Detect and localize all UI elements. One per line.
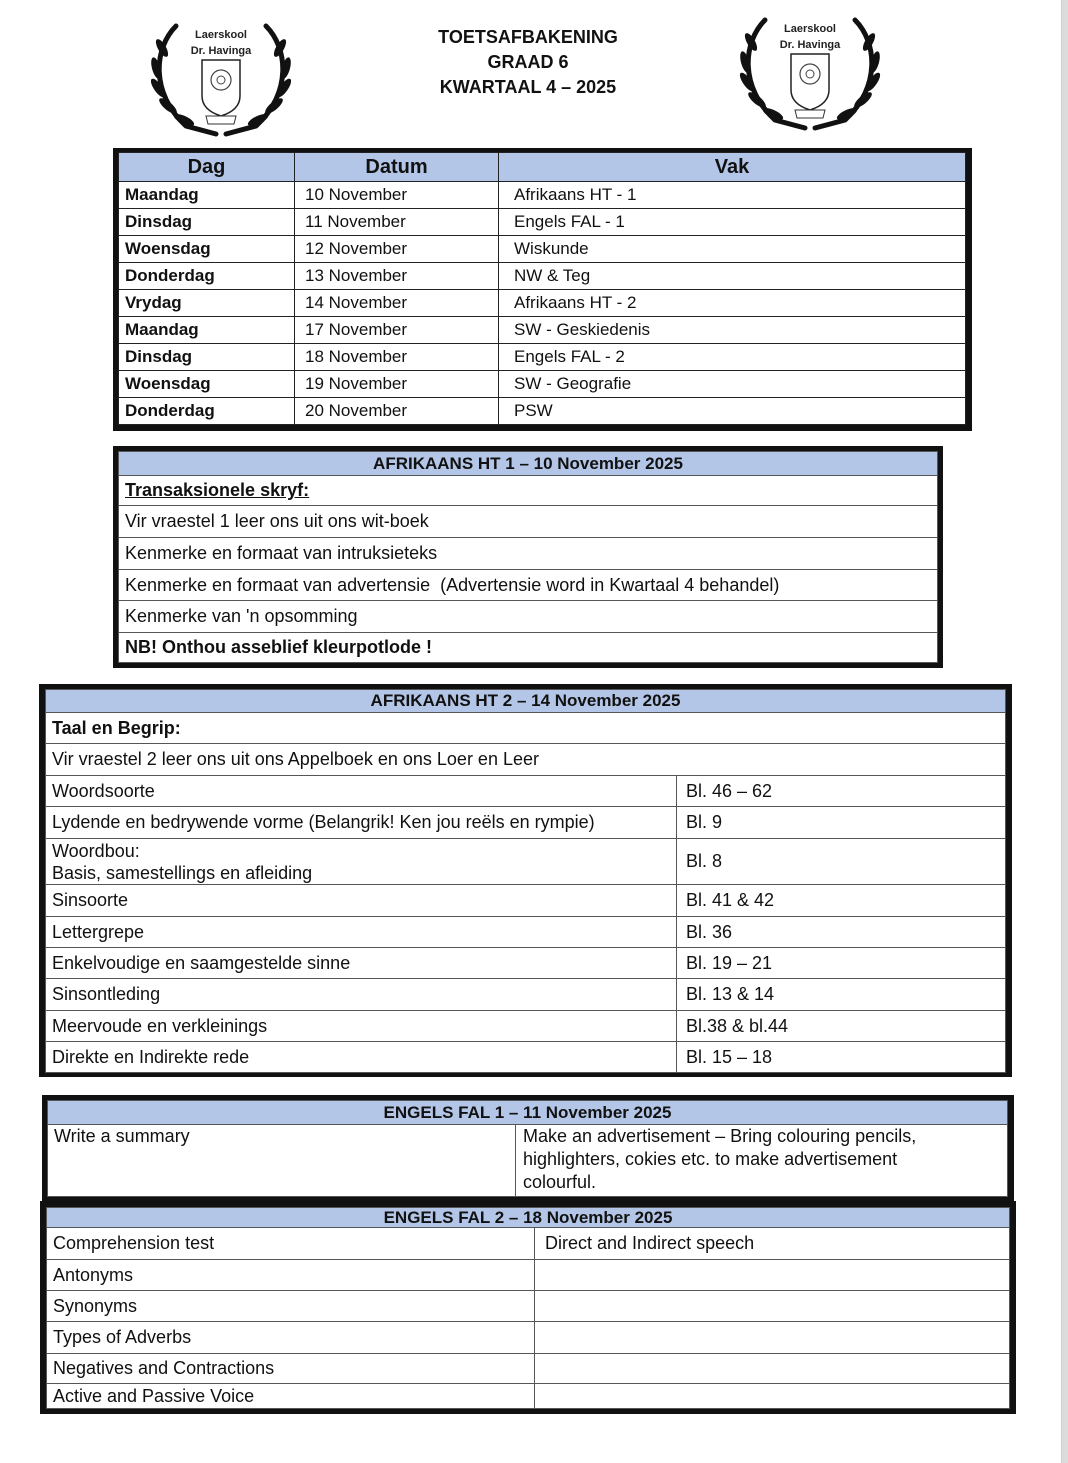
day-cell: Maandag [119,317,295,344]
topic-cell: Meervoude en verkleinings [46,1011,677,1042]
page-cell: Bl. 36 [677,917,1006,948]
table-row [119,371,966,398]
day-cell: Woensdag [119,236,295,263]
table-row [46,917,1006,948]
table-row [46,979,1006,1011]
date-cell: 20 November [295,398,499,425]
table-row [46,1042,1006,1073]
afr1-table [118,451,938,663]
school-logo-left [146,18,296,143]
table-row [47,1354,1010,1384]
topic-cell: Sinsontleding [46,979,677,1011]
eng2-right-cell [535,1322,1010,1354]
table-row [119,601,938,633]
table-row [119,538,938,570]
table-row [119,317,966,344]
topic-cell: Direkte en Indirekte rede [46,1042,677,1073]
eng2-left-cell: Negatives and Contractions [47,1354,535,1384]
table-row [119,263,966,290]
topic-cell [46,839,677,885]
day-cell: Maandag [119,182,295,209]
eng2-header-row [47,1208,1010,1228]
subject-cell: Wiskunde [499,236,966,263]
afr1-item: Kenmerke en formaat van advertensie (Advertensie word in Kwartaal 4 behandel) [119,570,938,601]
eng2-table [46,1207,1010,1409]
eng1-title: ENGELS FAL 1 – 11 November 2025 [48,1101,1008,1125]
afr1-item: Kenmerke en formaat van intruksieteks [119,538,938,570]
table-row [119,506,938,538]
logo-name-line2: Dr. Havinga [190,45,252,57]
table-row [119,182,966,209]
date-cell: 17 November [295,317,499,344]
afr1-note: NB! Onthou asseblief kleurpotlode ! [119,633,938,663]
table-row [47,1291,1010,1322]
col-vak: Vak [499,153,966,182]
day-cell: Donderdag [119,263,295,290]
page-cell: Bl. 15 – 18 [677,1042,1006,1073]
subject-cell: PSW [499,398,966,425]
date-cell: 14 November [295,290,499,317]
school-logo-right [735,12,885,137]
page-cell: Bl. 9 [677,807,1006,839]
subject-cell: Engels FAL - 1 [499,209,966,236]
table-row [48,1125,1008,1197]
table-row [46,744,1006,776]
col-dag: Dag [119,153,295,182]
eng2-right-cell [535,1260,1010,1291]
afr2-intro: Vir vraestel 2 leer ons uit ons Appelboek en ons Loer en Leer [46,744,1006,776]
eng2-right-cell [535,1384,1010,1409]
page-cell: Bl.38 & bl.44 [677,1011,1006,1042]
afr2-heading: Taal en Begrip: [46,713,1006,744]
table-row [47,1228,1010,1260]
table-row [46,839,1006,885]
date-cell: 13 November [295,263,499,290]
table-row [119,476,938,506]
day-cell: Woensdag [119,371,295,398]
subject-cell: SW - Geskiedenis [499,317,966,344]
table-row [46,807,1006,839]
table-row [47,1384,1010,1409]
table-row [119,633,938,663]
table-row [47,1260,1010,1291]
date-cell: 11 November [295,209,499,236]
table-row [46,776,1006,807]
page-cell: Bl. 46 – 62 [677,776,1006,807]
logo-name-line1: Laerskool [195,29,247,41]
schedule-header-row [119,153,966,182]
day-cell: Vrydag [119,290,295,317]
eng1-left: Write a summary [48,1125,516,1197]
eng1-right-line2: highlighters, cokies etc. to make advertisement [523,1149,898,1169]
logo-name-line1: Laerskool [784,23,836,35]
afr1-heading: Transaksionele skryf: [119,476,938,506]
table-row [119,236,966,263]
table-row [119,290,966,317]
subject-cell: Engels FAL - 2 [499,344,966,371]
col-datum: Datum [295,153,499,182]
eng2-right-cell [535,1354,1010,1384]
eng1-right-line3: colourful. [523,1172,597,1192]
table-row [46,948,1006,979]
table-row [47,1322,1010,1354]
eng2-right-cell: Direct and Indirect speech [535,1228,1010,1260]
afr1-item: Kenmerke van 'n opsomming [119,601,938,633]
eng2-title: ENGELS FAL 2 – 18 November 2025 [47,1208,1010,1228]
afr1-header-row [119,452,938,476]
afr2-title: AFRIKAANS HT 2 – 14 November 2025 [46,690,1006,713]
table-row [119,344,966,371]
eng2-left-cell: Synonyms [47,1291,535,1322]
date-cell: 18 November [295,344,499,371]
topic-line2: Basis, samestellings en afleiding [52,862,313,883]
table-row [119,209,966,236]
subject-cell: Afrikaans HT - 2 [499,290,966,317]
eng2-left-cell: Antonyms [47,1260,535,1291]
afr2-table [45,689,1006,1073]
table-row [119,398,966,425]
eng2-left-cell: Comprehension test [47,1228,535,1260]
table-row [46,1011,1006,1042]
eng2-left-cell: Types of Adverbs [47,1322,535,1354]
topic-cell: Lettergrepe [46,917,677,948]
eng1-header-row [48,1101,1008,1125]
schedule-table [118,152,966,425]
afr1-item: Vir vraestel 1 leer ons uit ons wit-boek [119,506,938,538]
topic-cell: Sinsoorte [46,885,677,917]
table-row [119,570,938,601]
eng2-left-cell: Active and Passive Voice [47,1384,535,1409]
title-line2: GRAAD 6 [487,52,569,72]
subject-cell: NW & Teg [499,263,966,290]
logo-name-line2: Dr. Havinga [779,39,841,51]
page-cell: Bl. 8 [677,839,1006,885]
date-cell: 10 November [295,182,499,209]
eng1-right [516,1125,1008,1197]
day-cell: Dinsdag [119,344,295,371]
topic-cell: Woordsoorte [46,776,677,807]
title-line3: KWARTAAL 4 – 2025 [439,77,617,97]
topic-cell: Lydende en bedrywende vorme (Belangrik! Ken jou reëls en rympie) [46,807,677,839]
afr1-title: AFRIKAANS HT 1 – 10 November 2025 [119,452,938,476]
document-title [398,25,658,100]
topic-line1: Woordbou: [52,840,140,861]
date-cell: 19 November [295,371,499,398]
eng2-right-cell [535,1291,1010,1322]
topic-cell: Enkelvoudige en saamgestelde sinne [46,948,677,979]
day-cell: Dinsdag [119,209,295,236]
scrollbar[interactable] [1061,0,1068,1463]
eng1-table [47,1100,1008,1197]
table-row [46,713,1006,744]
subject-cell: Afrikaans HT - 1 [499,182,966,209]
page-cell: Bl. 19 – 21 [677,948,1006,979]
subject-cell: SW - Geografie [499,371,966,398]
date-cell: 12 November [295,236,499,263]
page-cell: Bl. 13 & 14 [677,979,1006,1011]
day-cell: Donderdag [119,398,295,425]
title-line1: TOETSAFBAKENING [438,27,618,47]
afr2-header-row [46,690,1006,713]
table-row [46,885,1006,917]
eng1-right-line1: Make an advertisement – Bring colouring pencils, [523,1126,917,1146]
page-cell: Bl. 41 & 42 [677,885,1006,917]
